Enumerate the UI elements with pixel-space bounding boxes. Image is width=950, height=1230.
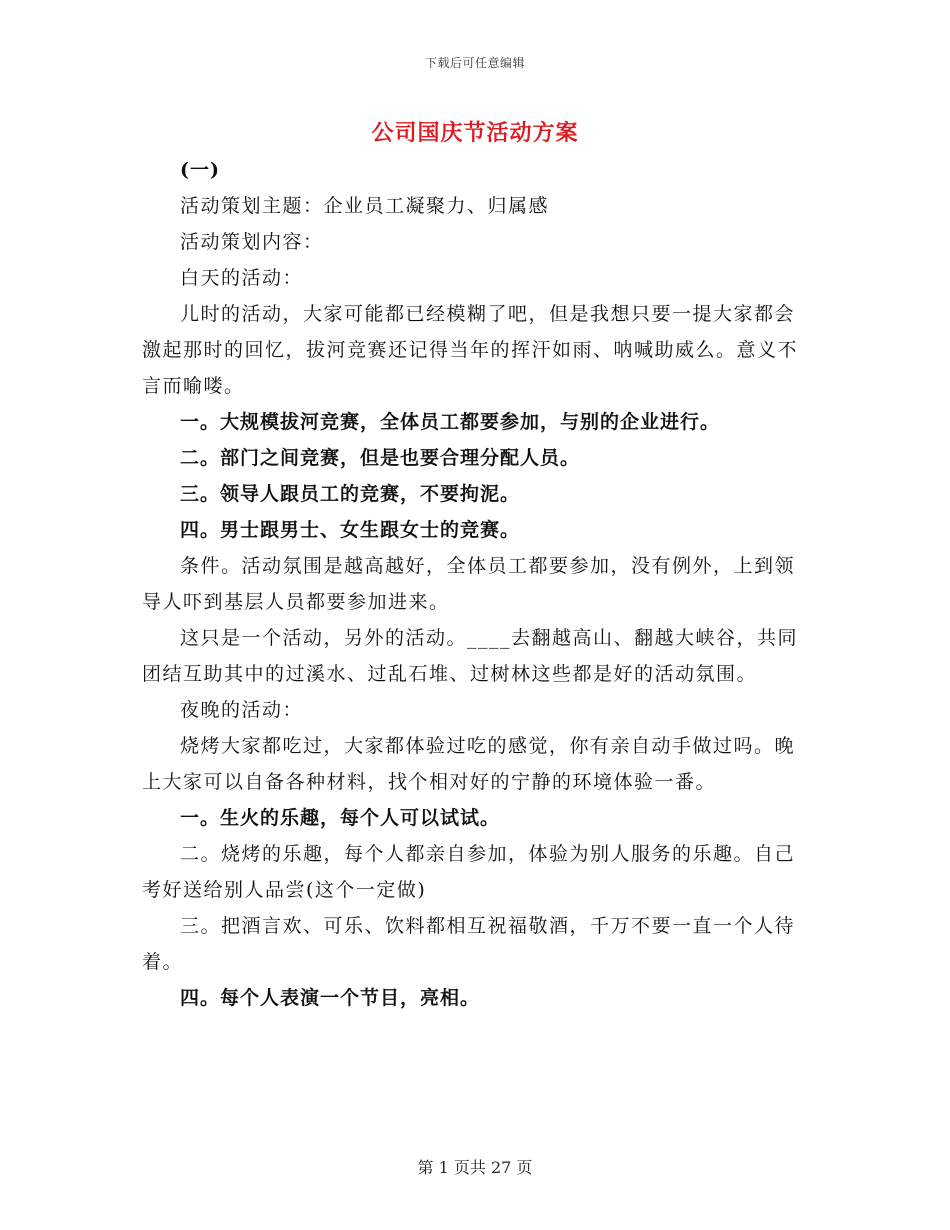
paragraph: 这只是一个活动，另外的活动。____去翻越高山、翻越大峡谷，共同团结互助其中的过溪水、过乱石堆、过树林这些都是好的活动氛围。 <box>142 627 799 685</box>
header-note: 下载后可任意编辑 <box>424 56 525 70</box>
paragraph: 二。烧烤的乐趣，每个人都亲自参加，体验为别人服务的乐趣。自己考好送给别人品尝(这个一定做) <box>142 843 796 901</box>
document-body <box>142 152 814 1016</box>
paragraph: 烧烤大家都吃过，大家都体验过吃的感觉，你有亲自动手做过吗。晚上大家可以自备各种材料，找个相对好的宁静的环境体验一番。 <box>142 735 796 793</box>
paragraph: 夜晚的活动： <box>180 699 304 721</box>
paragraph: (一) <box>180 159 220 181</box>
paragraph: 二。部门之间竞赛，但是也要合理分配人员。 <box>180 447 581 469</box>
paragraph: 白天的活动： <box>180 267 304 289</box>
paragraph: 四。男士跟男士、女生跟女士的竞赛。 <box>180 519 521 541</box>
paragraph: 活动策划内容： <box>180 231 324 253</box>
page-footer: 第 1 页共 27 页 <box>417 1158 533 1177</box>
document-title: 公司国庆节活动方案 <box>371 120 579 146</box>
paragraph: 活动策划主题：企业员工凝聚力、归属感 <box>180 195 550 217</box>
paragraph: 四。每个人表演一个节目，亮相。 <box>180 987 481 1009</box>
paragraph: 一。大规模拔河竞赛，全体员工都要参加，与别的企业进行。 <box>180 411 721 433</box>
paragraph: 儿时的活动，大家可能都已经模糊了吧，但是我想只要一提大家都会激起那时的回忆，拔河竞赛还记得当年的挥汗如雨、呐喊助威么。意义不言而喻喽。 <box>142 303 799 397</box>
paragraph: 三。把酒言欢、可乐、饮料都相互祝福敬酒，千万不要一直一个人待着。 <box>142 915 796 973</box>
paragraph: 一。生火的乐趣，每个人可以试试。 <box>180 807 501 829</box>
paragraph: 条件。活动氛围是越高越好，全体员工都要参加，没有例外，上到领导人吓到基层人员都要参加进来。 <box>142 555 796 613</box>
paragraph: 三。领导人跟员工的竞赛，不要拘泥。 <box>180 483 521 505</box>
